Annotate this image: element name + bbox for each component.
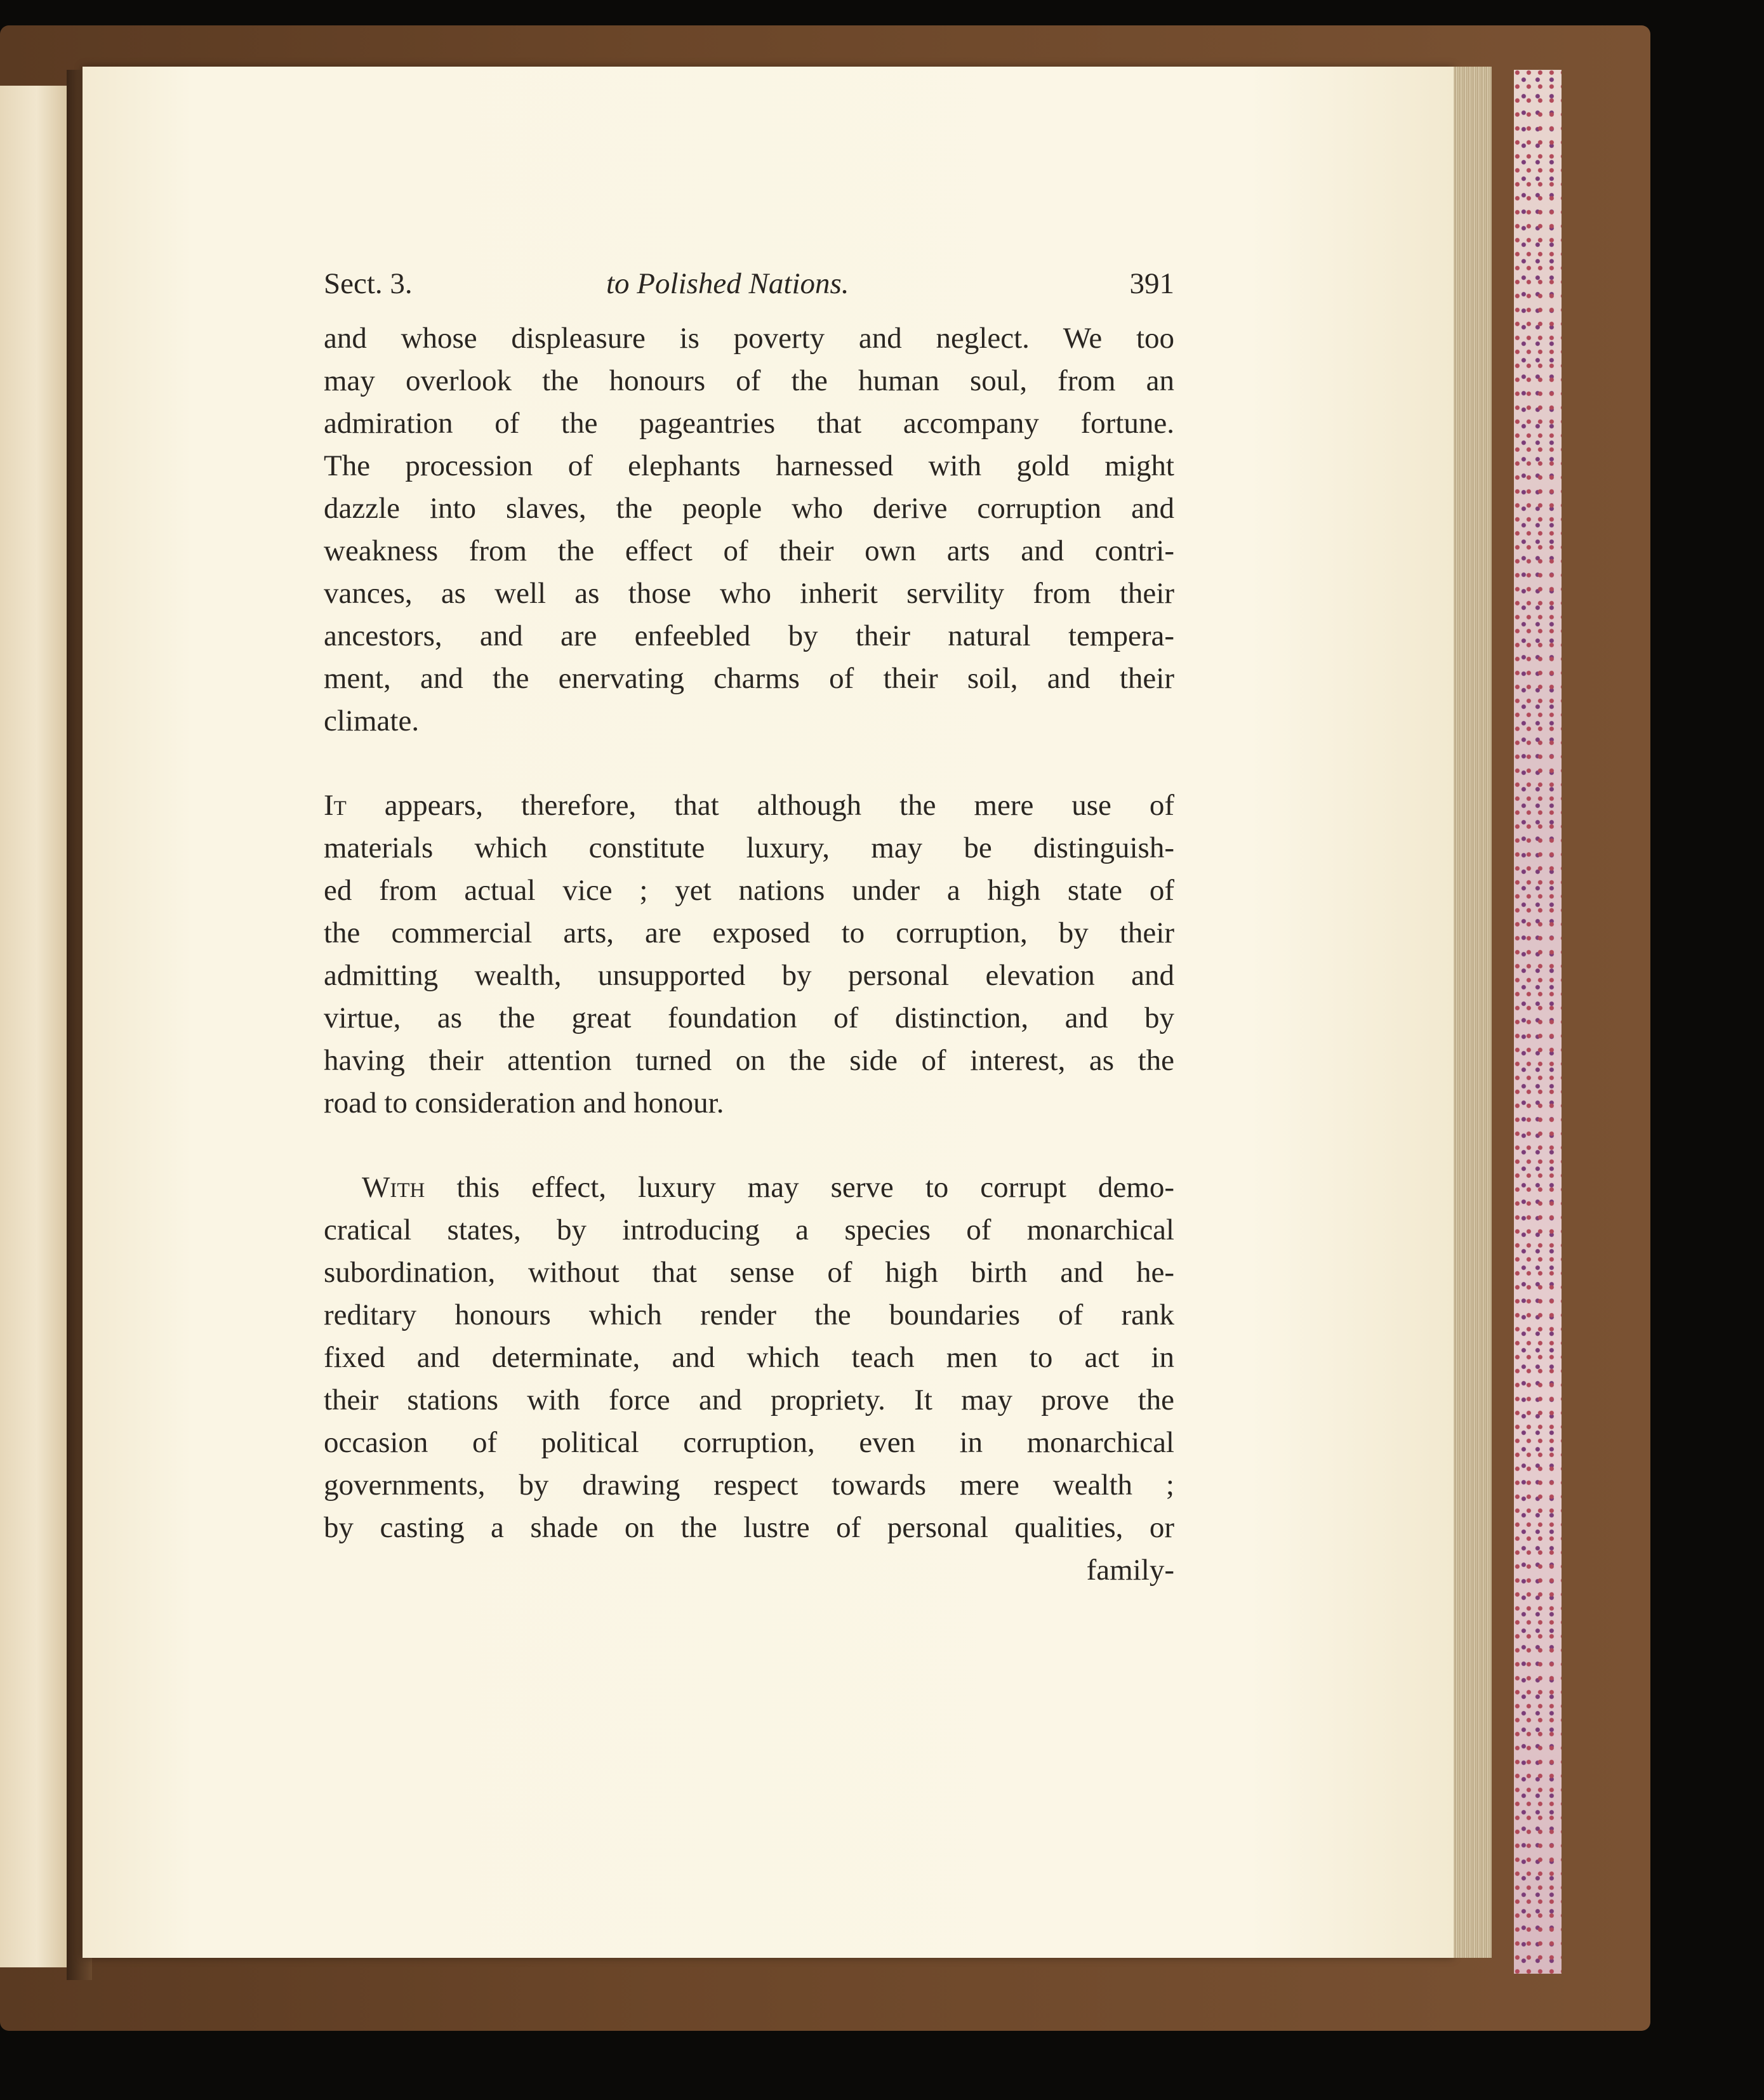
left-page-edge (0, 86, 67, 1967)
page-text (324, 267, 1174, 1592)
text-line: ed from actual vice ; yet nations under a high state of (324, 874, 1174, 907)
text-line: may overlook the honours of the human soul, from an (324, 364, 1174, 397)
text-line: reditary honours which render the boundaries of rank (324, 1298, 1174, 1331)
text-line: the commercial arts, are exposed to corruption, by their (324, 916, 1174, 949)
marbled-endpaper (1514, 70, 1562, 1974)
text-line: ment, and the enervating charms of their soil, and their (324, 662, 1174, 695)
text-line: governments, by drawing respect towards mere wealth ; (324, 1469, 1174, 1502)
text-line: admiration of the pageantries that accompany fortune. (324, 407, 1174, 440)
catchword: family- (1086, 1554, 1174, 1587)
text-line: occasion of political corruption, even in monarchical (324, 1426, 1174, 1459)
text-line: The procession of elephants harnessed with gold might (324, 449, 1174, 482)
page-fore-edges (1454, 67, 1492, 1958)
text-line: weakness from the effect of their own arts and contri- (324, 534, 1174, 567)
text-line: ancestors, and are enfeebled by their natural tempera- (324, 619, 1174, 652)
text-line: fixed and determinate, and which teach men to act in (324, 1341, 1174, 1374)
section-label: Sect. 3. (324, 267, 413, 300)
paragraph-3 (324, 1166, 1174, 1549)
lead-word: It (324, 789, 347, 822)
text-line: and whose displeasure is poverty and neglect. We too (324, 322, 1174, 355)
lead-word: With (362, 1171, 425, 1204)
text-line: With this effect, luxury may serve to corrupt demo- (362, 1171, 1174, 1204)
text-line: cratical states, by introducing a species of monarchical (324, 1213, 1174, 1246)
text-line: by casting a shade on the lustre of personal qualities, or (324, 1511, 1174, 1544)
text-line: having their attention turned on the side of interest, as the (324, 1044, 1174, 1077)
text-line: climate. (324, 704, 420, 737)
text-line: road to consideration and honour. (324, 1086, 724, 1119)
text-line: subordination, without that sense of high birth and he- (324, 1256, 1174, 1289)
page-number: 391 (1129, 267, 1174, 300)
text-line: their stations with force and propriety. It may prove the (324, 1383, 1174, 1417)
running-title: to Polished Nations. (606, 267, 849, 300)
running-header (324, 267, 1174, 317)
paragraph-2 (324, 784, 1174, 1125)
text-line: vances, as well as those who inherit servility from their (324, 577, 1174, 610)
text-line: materials which constitute luxury, may be distinguish- (324, 831, 1174, 864)
text-line: admitting wealth, unsupported by personal elevation and (324, 959, 1174, 992)
text-line: dazzle into slaves, the people who derive corruption and (324, 492, 1174, 525)
text-line: It appears, therefore, that although the mere use of (324, 789, 1174, 822)
paragraph-1 (324, 317, 1174, 743)
text-line: virtue, as the great foundation of distinction, and by (324, 1001, 1174, 1034)
